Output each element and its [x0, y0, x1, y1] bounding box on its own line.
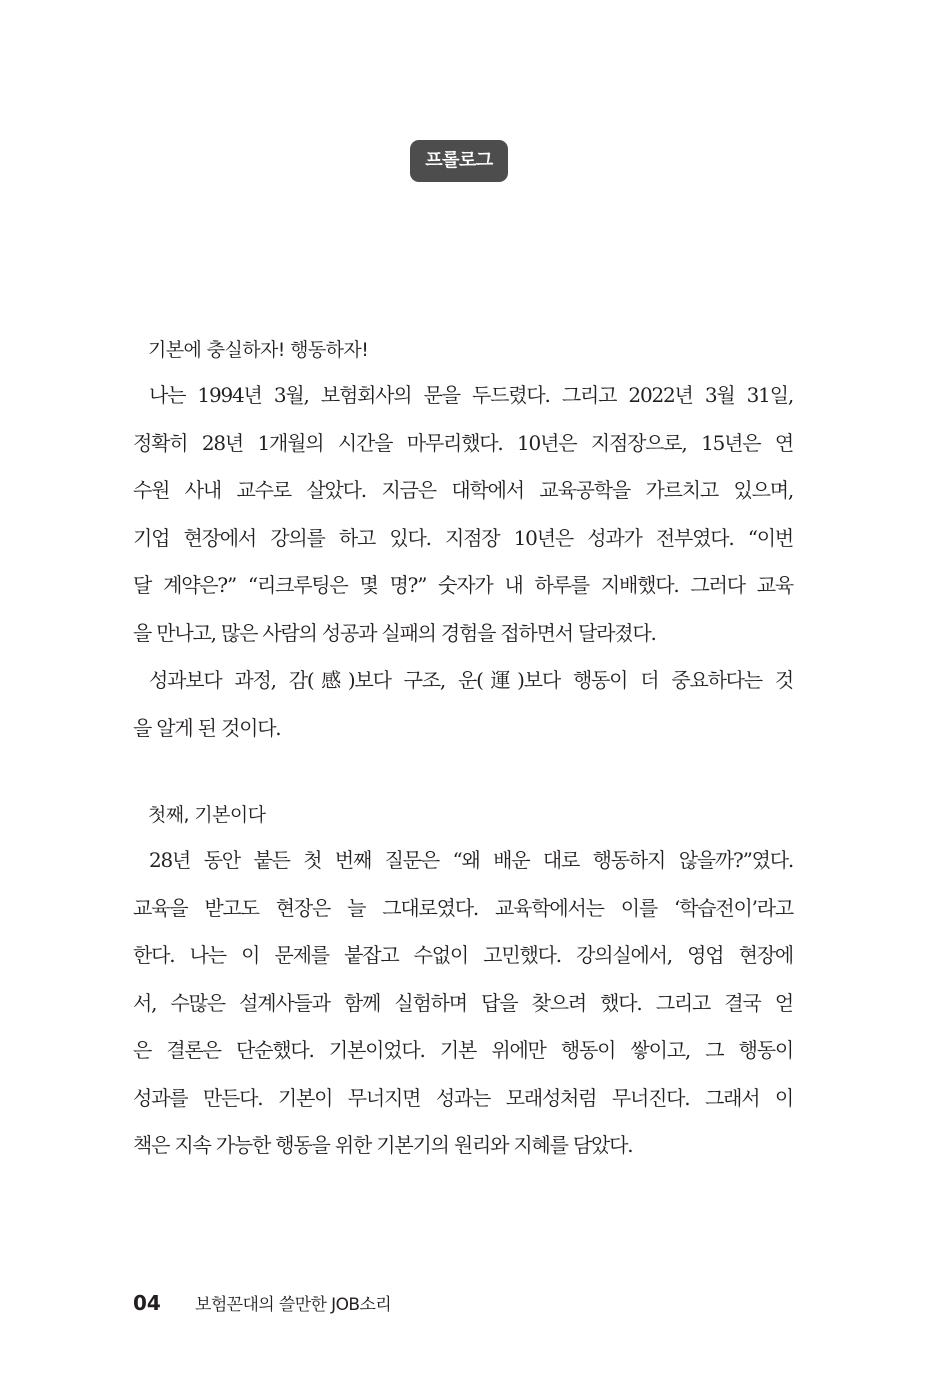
section-heading-2: 첫째, 기본이다 [148, 804, 266, 826]
text-line: 수원 사내 교수로 살았다. 지금은 대학에서 교육공학을 가르치고 있으며, [133, 478, 793, 502]
text-line: 나는 1994년 3월, 보험회사의 문을 두드렸다. 그리고 2022년 3월 31일, [149, 383, 793, 407]
page-footer [133, 1288, 391, 1318]
section-body-1 [133, 372, 793, 752]
text-line: 은 결론은 단순했다. 기본이었다. 기본 위에만 행동이 쌓이고, 그 행동이 [133, 1038, 793, 1062]
chapter-badge: 프롤로그 [410, 140, 508, 182]
section-heading-1: 기본에 충실하자! 행동하자! [148, 339, 369, 361]
text-line: 책은 지속 가능한 행동을 위한 기본기의 원리와 지혜를 담았다. [133, 1133, 633, 1157]
text-line: 성과를 만든다. 기본이 무너지면 성과는 모래성처럼 무너진다. 그래서 이 [133, 1085, 793, 1110]
text-line: 을 알게 된 것이다. [133, 715, 281, 740]
page-number: 04 [133, 1291, 161, 1315]
book-title: 보험꼰대의 쓸만한 JOB소리 [195, 1295, 392, 1315]
text-line: 기업 현장에서 강의를 하고 있다. 지점장 10년은 성과가 전부였다. “이번 [133, 525, 793, 550]
text-line: 정확히 28년 1개월의 시간을 마무리했다. 10년은 지점장으로, 15년은 연 [133, 430, 793, 455]
text-line: 달 계약은?” “리크루팅은 몇 명?” 숫자가 내 하루를 지배했다. 그러다 교육 [133, 573, 793, 597]
text-line: 서, 수많은 설계사들과 함께 실험하며 답을 찾으려 했다. 그리고 결국 얻 [133, 990, 793, 1015]
text-line: 한다. 나는 이 문제를 붙잡고 수없이 고민했다. 강의실에서, 영업 현장에 [133, 943, 793, 967]
text-line: 28년 동안 붙든 첫 번째 질문은 “왜 배운 대로 행동하지 않을까?”였다. [149, 848, 793, 872]
text-line: 교육을 받고도 현장은 늘 그대로였다. 교육학에서는 이를 ‘학습전이’라고 [133, 895, 793, 920]
text-line: 성과보다 과정, 감(感)보다 구조, 운(運)보다 행동이 더 중요하다는 것 [149, 668, 793, 692]
section-body-2 [133, 837, 793, 1170]
text-line: 을 만나고, 많은 사람의 성공과 실패의 경험을 접하면서 달라졌다. [133, 620, 656, 645]
